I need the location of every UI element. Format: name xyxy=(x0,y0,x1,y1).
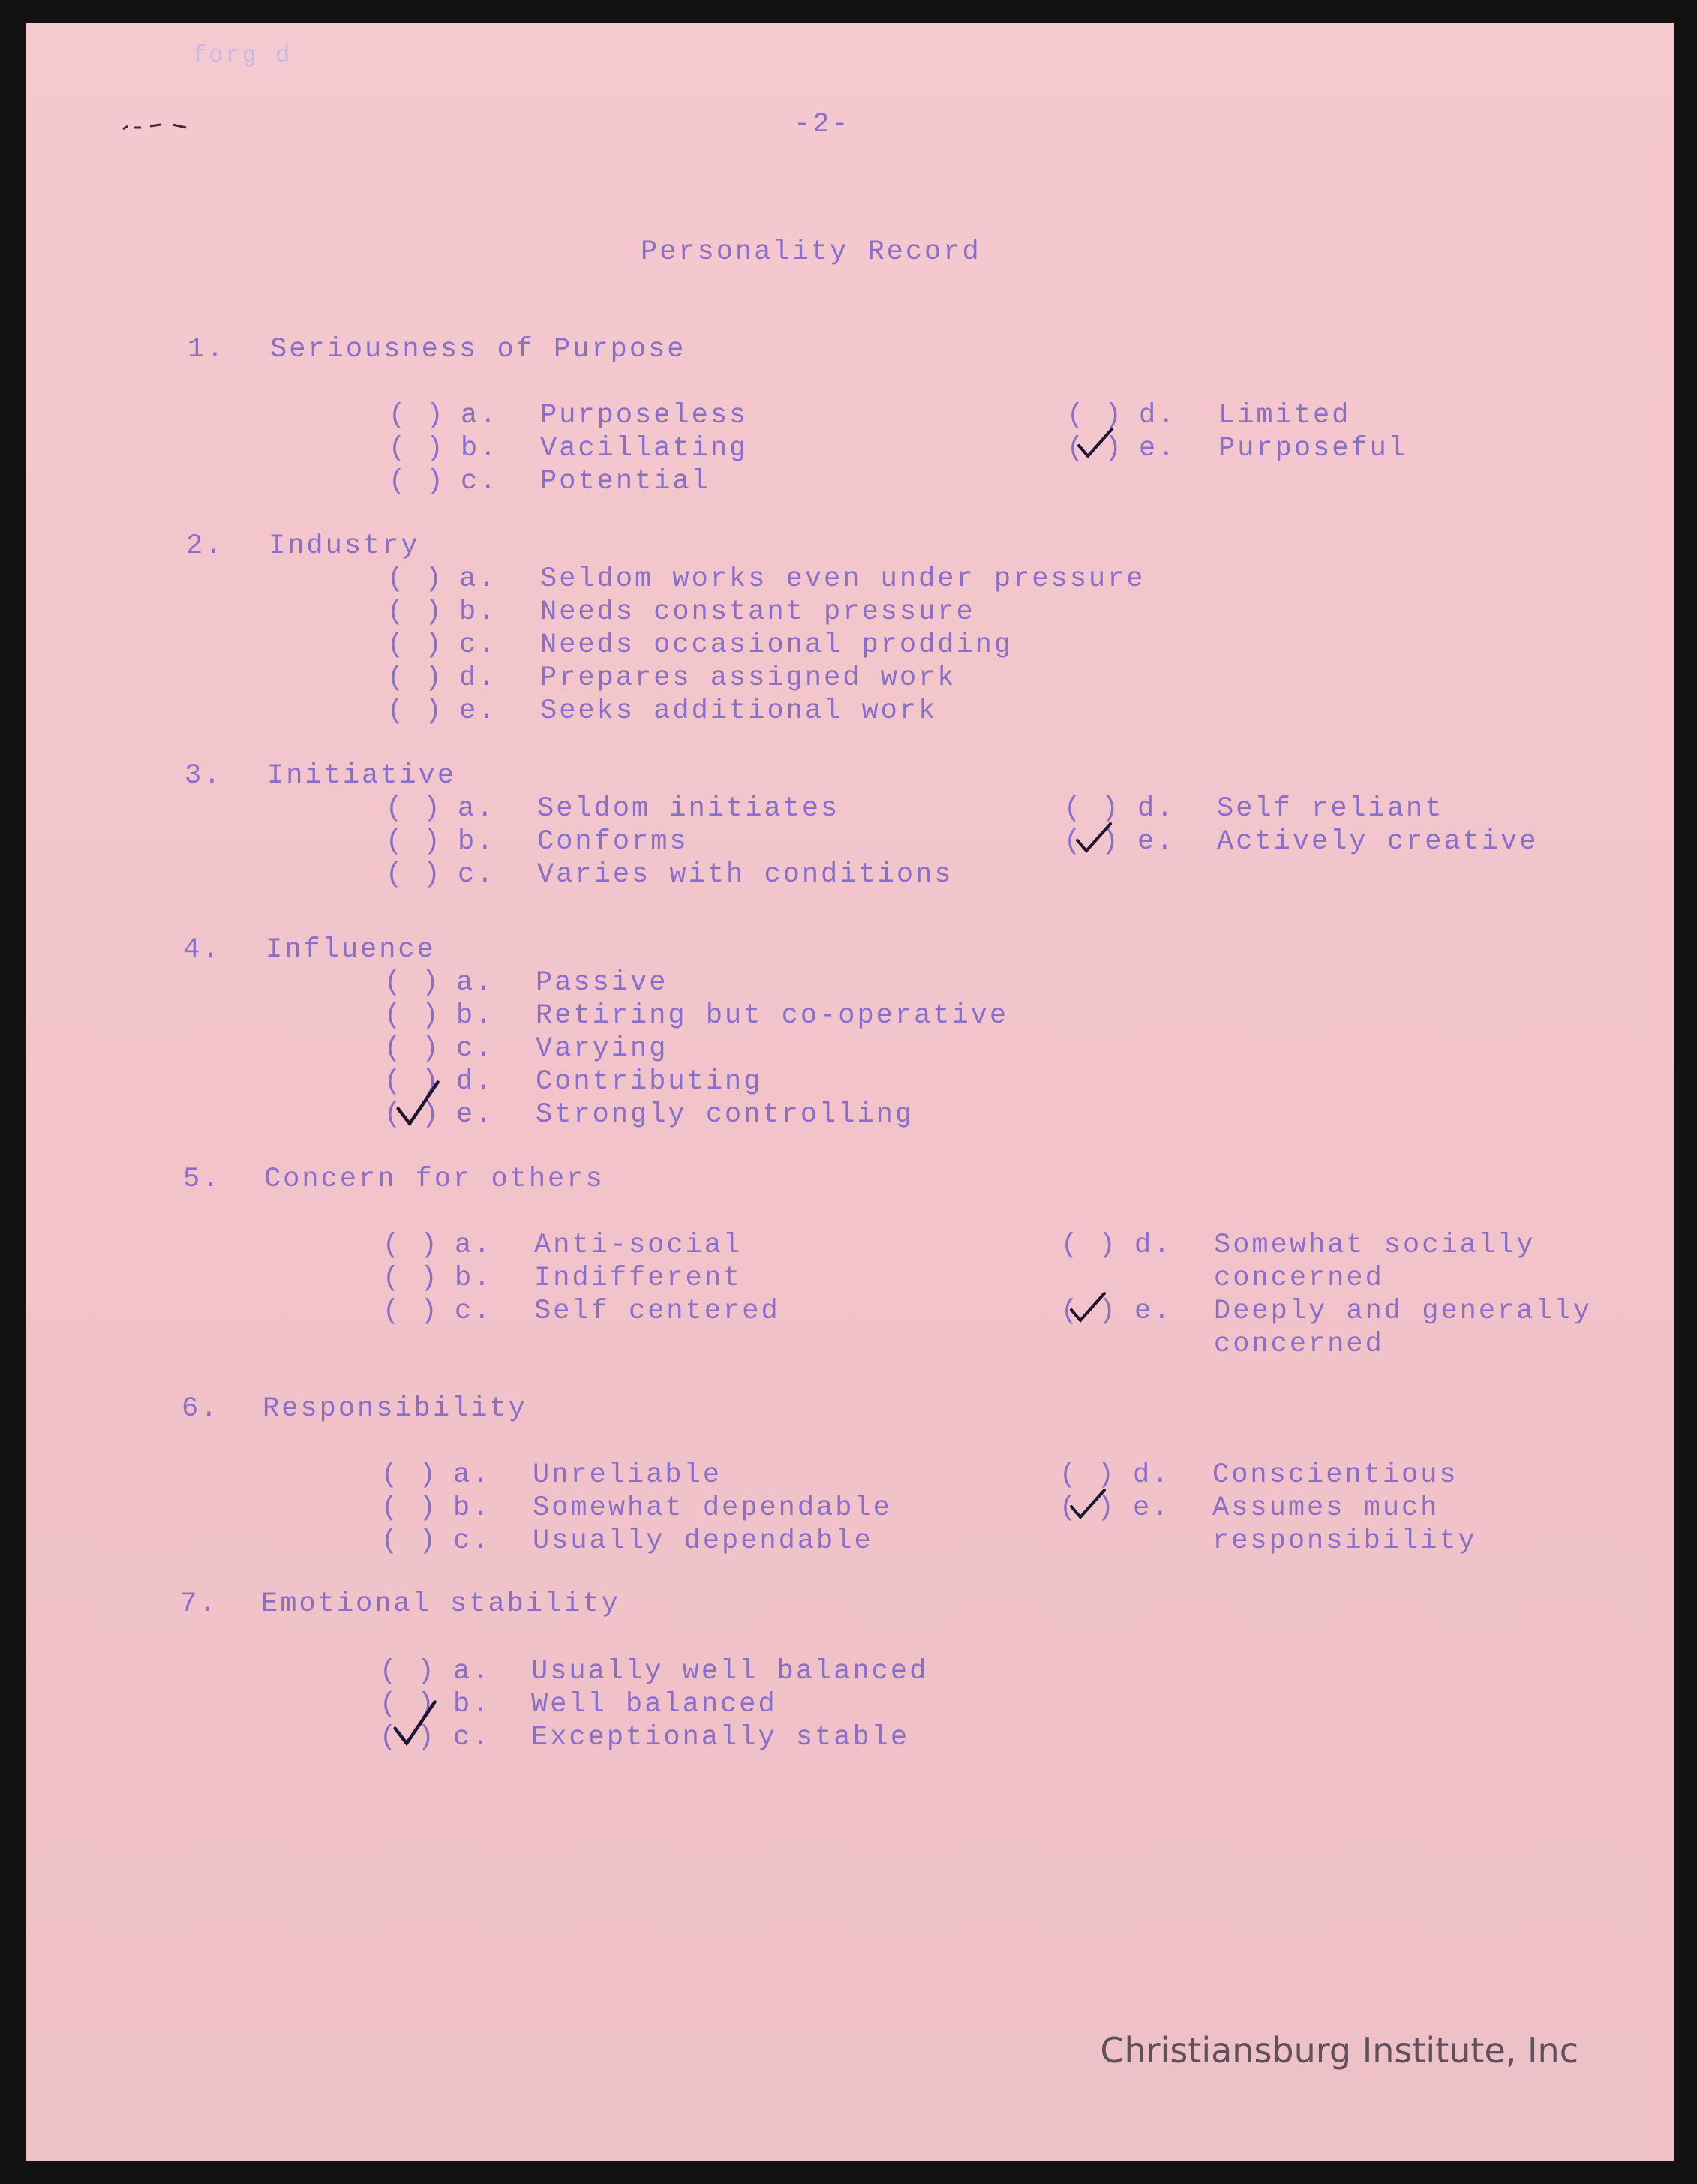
s1-c-box[interactable]: ( ) xyxy=(389,466,446,497)
section-3-number: 3. xyxy=(185,760,223,792)
s5-e-text: Deeply and generally xyxy=(1214,1296,1593,1327)
section-2-number: 2. xyxy=(186,530,224,562)
checkmark-icon xyxy=(390,1699,438,1747)
s7-a-text: Usually well balanced xyxy=(531,1656,929,1687)
section-5-heading: Concern for others xyxy=(264,1164,605,1195)
s2-c-text: Needs occasional prodding xyxy=(540,629,1014,661)
section-6-heading: Responsibility xyxy=(263,1393,527,1425)
s4-e-box[interactable]: ( ) xyxy=(384,1099,441,1131)
s5-d-box[interactable]: ( ) xyxy=(1061,1230,1118,1261)
s4-a-box[interactable]: ( ) xyxy=(384,967,441,999)
s4-a-text: Passive xyxy=(536,967,668,999)
s3-b-text: Conforms xyxy=(537,826,689,858)
s6-e-text-cont: responsibility xyxy=(1212,1525,1477,1557)
s7-b-letter: b. xyxy=(453,1689,491,1720)
s3-a-text: Seldom initiates xyxy=(537,793,840,825)
s4-c-text: Varying xyxy=(536,1033,668,1065)
section-3-heading: Initiative xyxy=(267,760,457,792)
s2-e-box[interactable]: ( ) xyxy=(387,695,444,727)
s3-e-box[interactable]: ( ) xyxy=(1064,826,1121,858)
section-6-number: 6. xyxy=(182,1393,220,1425)
s1-b-text: Vacillating xyxy=(540,433,749,464)
s3-a-letter: a. xyxy=(458,793,496,825)
s6-a-text: Unreliable xyxy=(533,1459,722,1491)
s6-b-box[interactable]: ( ) xyxy=(381,1492,438,1524)
checkmark-icon xyxy=(1074,426,1118,462)
s4-d-text: Contributing xyxy=(536,1066,763,1098)
s1-a-letter: a. xyxy=(461,400,499,431)
s2-b-letter: b. xyxy=(459,596,497,628)
s6-d-letter: d. xyxy=(1133,1459,1171,1491)
s6-c-box[interactable]: ( ) xyxy=(381,1525,438,1557)
s2-e-text: Seeks additional work xyxy=(540,695,938,727)
s6-a-box[interactable]: ( ) xyxy=(381,1459,438,1491)
s7-c-box[interactable]: ( ) xyxy=(380,1722,437,1753)
s4-e-text: Strongly controlling xyxy=(536,1099,915,1131)
s5-a-letter: a. xyxy=(455,1230,493,1261)
s5-b-letter: b. xyxy=(455,1263,493,1294)
pencil-scribble xyxy=(120,113,218,135)
s4-b-letter: b. xyxy=(456,1000,494,1032)
s5-c-text: Self centered xyxy=(534,1296,780,1327)
s5-b-box[interactable]: ( ) xyxy=(383,1263,440,1294)
s4-b-box[interactable]: ( ) xyxy=(384,1000,441,1032)
page-title: Personality Record xyxy=(641,236,981,268)
s6-d-text: Conscientious xyxy=(1212,1459,1458,1491)
s5-d-text: Somewhat socially xyxy=(1214,1230,1536,1261)
s4-a-letter: a. xyxy=(456,967,494,999)
s5-e-box[interactable]: ( ) xyxy=(1061,1296,1118,1327)
s1-e-letter: e. xyxy=(1139,433,1177,464)
s2-a-text: Seldom works even under pressure xyxy=(540,563,1146,595)
s1-d-text: Limited xyxy=(1218,400,1351,431)
corner-scrawl: forg d xyxy=(192,41,293,69)
s3-e-letter: e. xyxy=(1137,826,1176,858)
s7-a-letter: a. xyxy=(453,1656,491,1687)
s4-d-box[interactable]: ( ) xyxy=(384,1066,441,1098)
section-4-number: 4. xyxy=(183,934,221,966)
s2-d-text: Prepares assigned work xyxy=(540,662,957,694)
s7-b-text: Well balanced xyxy=(531,1689,777,1720)
s2-a-box[interactable]: ( ) xyxy=(387,563,444,595)
s5-e-text-cont: concerned xyxy=(1214,1329,1384,1360)
s6-b-text: Somewhat dependable xyxy=(533,1492,892,1524)
s4-b-text: Retiring but co-operative xyxy=(536,1000,1009,1032)
s3-c-text: Varies with conditions xyxy=(537,859,954,891)
s2-d-box[interactable]: ( ) xyxy=(387,662,444,694)
s2-e-letter: e. xyxy=(459,695,497,727)
s5-c-box[interactable]: ( ) xyxy=(383,1296,440,1327)
s5-e-letter: e. xyxy=(1134,1296,1173,1327)
s3-d-text: Self reliant xyxy=(1217,793,1444,825)
s2-c-box[interactable]: ( ) xyxy=(387,629,444,661)
s1-c-letter: c. xyxy=(461,466,499,497)
s3-d-letter: d. xyxy=(1137,793,1176,825)
s6-b-letter: b. xyxy=(453,1492,491,1524)
s3-e-text: Actively creative xyxy=(1217,826,1539,858)
s6-d-box[interactable]: ( ) xyxy=(1059,1459,1116,1491)
s1-e-text: Purposeful xyxy=(1218,433,1408,464)
s6-e-box[interactable]: ( ) xyxy=(1059,1492,1116,1524)
document-page xyxy=(26,23,1674,2161)
s3-c-letter: c. xyxy=(458,859,496,891)
s4-d-letter: d. xyxy=(456,1066,494,1098)
section-7-number: 7. xyxy=(180,1588,218,1620)
section-1-number: 1. xyxy=(188,334,226,365)
s6-e-text: Assumes much xyxy=(1212,1492,1440,1524)
s2-d-letter: d. xyxy=(459,662,497,694)
s5-a-box[interactable]: ( ) xyxy=(383,1230,440,1261)
section-7-heading: Emotional stability xyxy=(261,1588,620,1620)
s5-c-letter: c. xyxy=(455,1296,493,1327)
s5-a-text: Anti-social xyxy=(534,1230,743,1261)
s5-d-text-cont: concerned xyxy=(1214,1263,1384,1294)
s3-c-box[interactable]: ( ) xyxy=(386,859,443,891)
s5-d-letter: d. xyxy=(1134,1230,1173,1261)
s2-c-letter: c. xyxy=(459,629,497,661)
s4-e-letter: e. xyxy=(456,1099,494,1131)
s1-d-letter: d. xyxy=(1139,400,1177,431)
checkmark-icon xyxy=(1067,1290,1110,1326)
s7-a-box[interactable]: ( ) xyxy=(380,1656,437,1687)
s4-c-letter: c. xyxy=(456,1033,494,1065)
checkmark-icon xyxy=(1073,821,1116,857)
s7-c-text: Exceptionally stable xyxy=(531,1722,910,1753)
s1-d-box[interactable]: ( ) xyxy=(1067,400,1124,431)
s1-a-text: Purposeless xyxy=(540,400,749,431)
s6-e-letter: e. xyxy=(1133,1492,1171,1524)
checkmark-icon xyxy=(393,1079,441,1127)
s4-c-box[interactable]: ( ) xyxy=(384,1033,441,1065)
s1-e-box[interactable]: ( ) xyxy=(1067,433,1124,464)
s1-b-letter: b. xyxy=(461,433,499,464)
s1-c-text: Potential xyxy=(540,466,710,497)
page-number: -2- xyxy=(794,109,851,140)
s2-a-letter: a. xyxy=(459,563,497,595)
s1-b-box[interactable]: ( ) xyxy=(389,433,446,464)
s6-c-text: Usually dependable xyxy=(533,1525,873,1557)
s7-c-letter: c. xyxy=(453,1722,491,1753)
s3-d-box[interactable]: ( ) xyxy=(1064,793,1121,825)
section-1-heading: Seriousness of Purpose xyxy=(270,334,686,365)
watermark: Christiansburg Institute, Inc xyxy=(1100,2030,1578,2071)
s6-a-letter: a. xyxy=(453,1459,491,1491)
s1-a-box[interactable]: ( ) xyxy=(389,400,446,431)
section-2-heading: Industry xyxy=(269,530,420,562)
s7-b-box[interactable]: ( ) xyxy=(380,1689,437,1720)
s2-b-box[interactable]: ( ) xyxy=(387,596,444,628)
s3-a-box[interactable]: ( ) xyxy=(386,793,443,825)
checkmark-icon xyxy=(1067,1487,1110,1523)
s5-b-text: Indifferent xyxy=(534,1263,743,1294)
s3-b-letter: b. xyxy=(458,826,496,858)
section-5-number: 5. xyxy=(183,1164,221,1195)
s2-b-text: Needs constant pressure xyxy=(540,596,975,628)
s3-b-box[interactable]: ( ) xyxy=(386,826,443,858)
section-4-heading: Influence xyxy=(266,934,436,966)
s6-c-letter: c. xyxy=(453,1525,491,1557)
